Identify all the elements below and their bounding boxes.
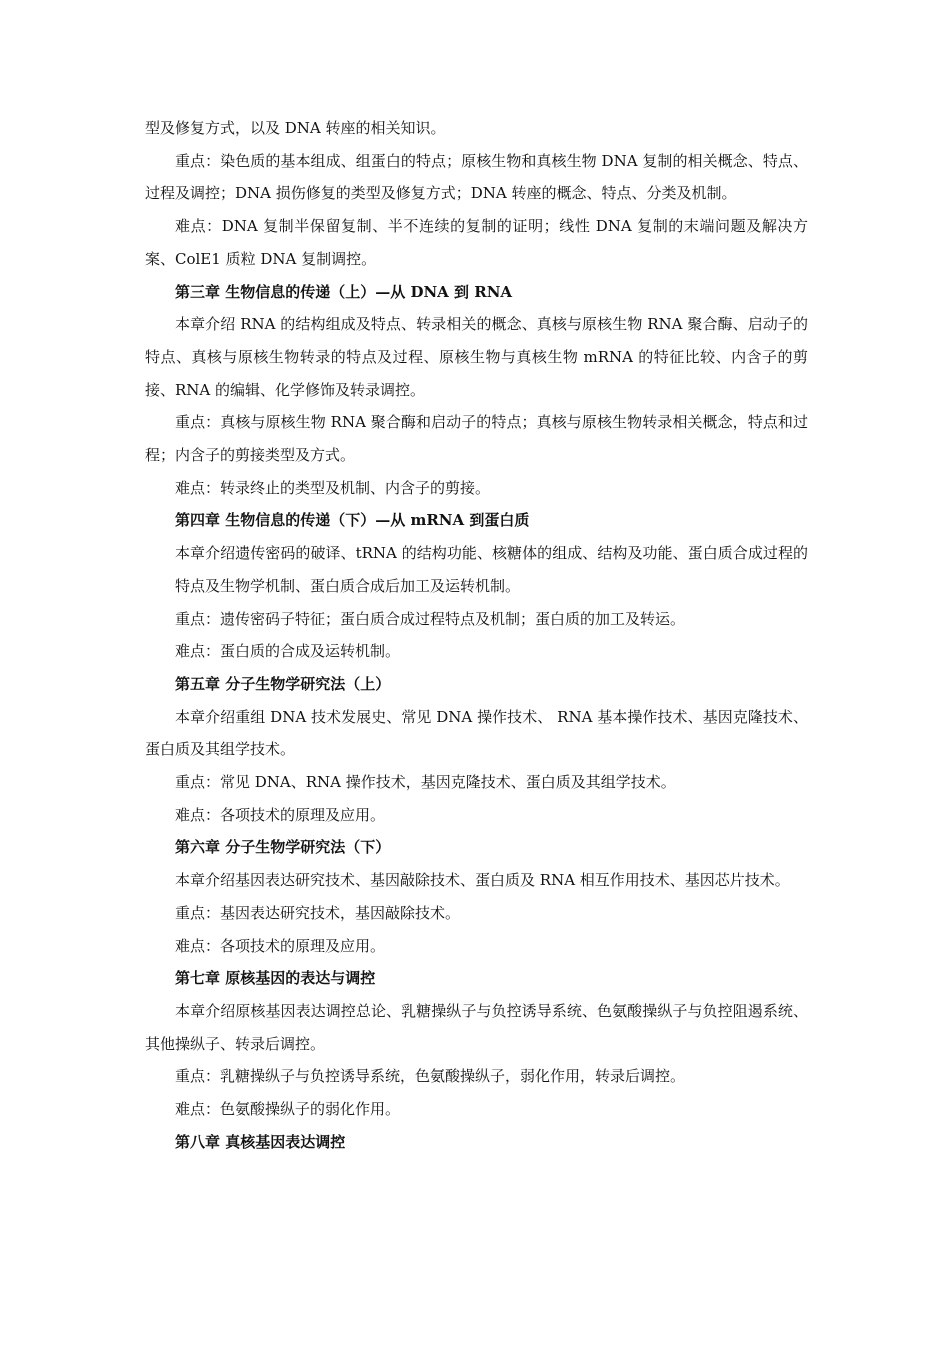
chapter-4-key-points: 重点：遗传密码子特征；蛋白质合成过程特点及机制；蛋白质的加工及转运。 xyxy=(175,609,686,628)
chapter-7-heading: 第七章 原核基因的表达与调控 xyxy=(175,969,376,988)
chapter-4-difficulties: 难点：蛋白质的合成及运转机制。 xyxy=(175,642,401,661)
chapter-6-difficulties: 难点：各项技术的原理及应用。 xyxy=(175,936,386,955)
paragraph-difficulties: 难点：DNA 复制半保留复制、半不连续的复制的证明；线性 DNA 复制的末端问题及解决方案、ColE1 质粒 DNA 复制调控。 xyxy=(145,217,808,268)
chapter-3-heading: 第三章 生物信息的传递（上）—从 DNA 到 RNA xyxy=(175,282,513,301)
chapter-6-heading: 第六章 分子生物学研究法（下） xyxy=(175,838,391,857)
chapter-5-difficulties: 难点：各项技术的原理及应用。 xyxy=(175,805,386,824)
chapter-7-difficulties: 难点：色氨酸操纵子的弱化作用。 xyxy=(175,1100,401,1119)
chapter-7-key-points: 重点：乳糖操纵子与负控诱导系统，色氨酸操纵子，弱化作用，转录后调控。 xyxy=(175,1067,686,1086)
chapter-3-intro: 本章介绍 RNA 的结构组成及特点、转录相关的概念、真核与原核生物 RNA 聚合酶、启动子的特点、真核与原核生物转录的特点及过程、原核生物与真核生物 mRNA 的特征比较、内含子的剪接、RNA 的编辑、化学修饰及转录调控。 xyxy=(145,315,808,399)
paragraph-key-points: 重点：染色质的基本组成、组蛋白的特点；原核生物和真核生物 DNA 复制的相关概念、特点、过程及调控；DNA 损伤修复的类型及修复方式；DNA 转座的概念、特点、分类及机制。 xyxy=(145,151,808,203)
chapter-5-intro: 本章介绍重组 DNA 技术发展史、常见 DNA 操作技术、 RNA 基本操作技术、基因克隆技术、蛋白质及其组学技术。 xyxy=(145,707,808,759)
chapter-6-key-points: 重点：基因表达研究技术，基因敲除技术。 xyxy=(175,903,461,922)
chapter-3-key-points: 重点：真核与原核生物 RNA 聚合酶和启动子的特点；真核与原核生物转录相关概念，特点和过程；内含子的剪接类型及方式。 xyxy=(145,413,808,465)
chapter-4-intro: 本章介绍遗传密码的破译、tRNA 的结构功能、核糖体的组成、结构及功能、蛋白质合成过程的特点及生物学机制、蛋白质合成后加工及运转机制。 xyxy=(175,544,808,595)
chapter-7-intro: 本章介绍原核基因表达调控总论、乳糖操纵子与负控诱导系统、色氨酸操纵子与负控阻遏系统、其他操纵子、转录后调控。 xyxy=(145,1001,808,1053)
chapter-4-heading: 第四章 生物信息的传递（下）—从 mRNA 到蛋白质 xyxy=(175,511,530,530)
chapter-3-difficulties: 难点：转录终止的类型及机制、内含子的剪接。 xyxy=(175,478,491,497)
chapter-6-intro: 本章介绍基因表达研究技术、基因敲除技术、蛋白质及 RNA 相互作用技术、基因芯片技术。 xyxy=(175,871,790,890)
paragraph-continuation: 型及修复方式，以及 DNA 转座的相关知识。 xyxy=(145,119,446,137)
chapter-5-key-points: 重点：常见 DNA、RNA 操作技术，基因克隆技术、蛋白质及其组学技术。 xyxy=(175,773,676,792)
document-page xyxy=(145,112,808,1159)
chapter-5-heading: 第五章 分子生物学研究法（上） xyxy=(175,674,391,693)
chapter-8-heading: 第八章 真核基因表达调控 xyxy=(175,1132,346,1151)
